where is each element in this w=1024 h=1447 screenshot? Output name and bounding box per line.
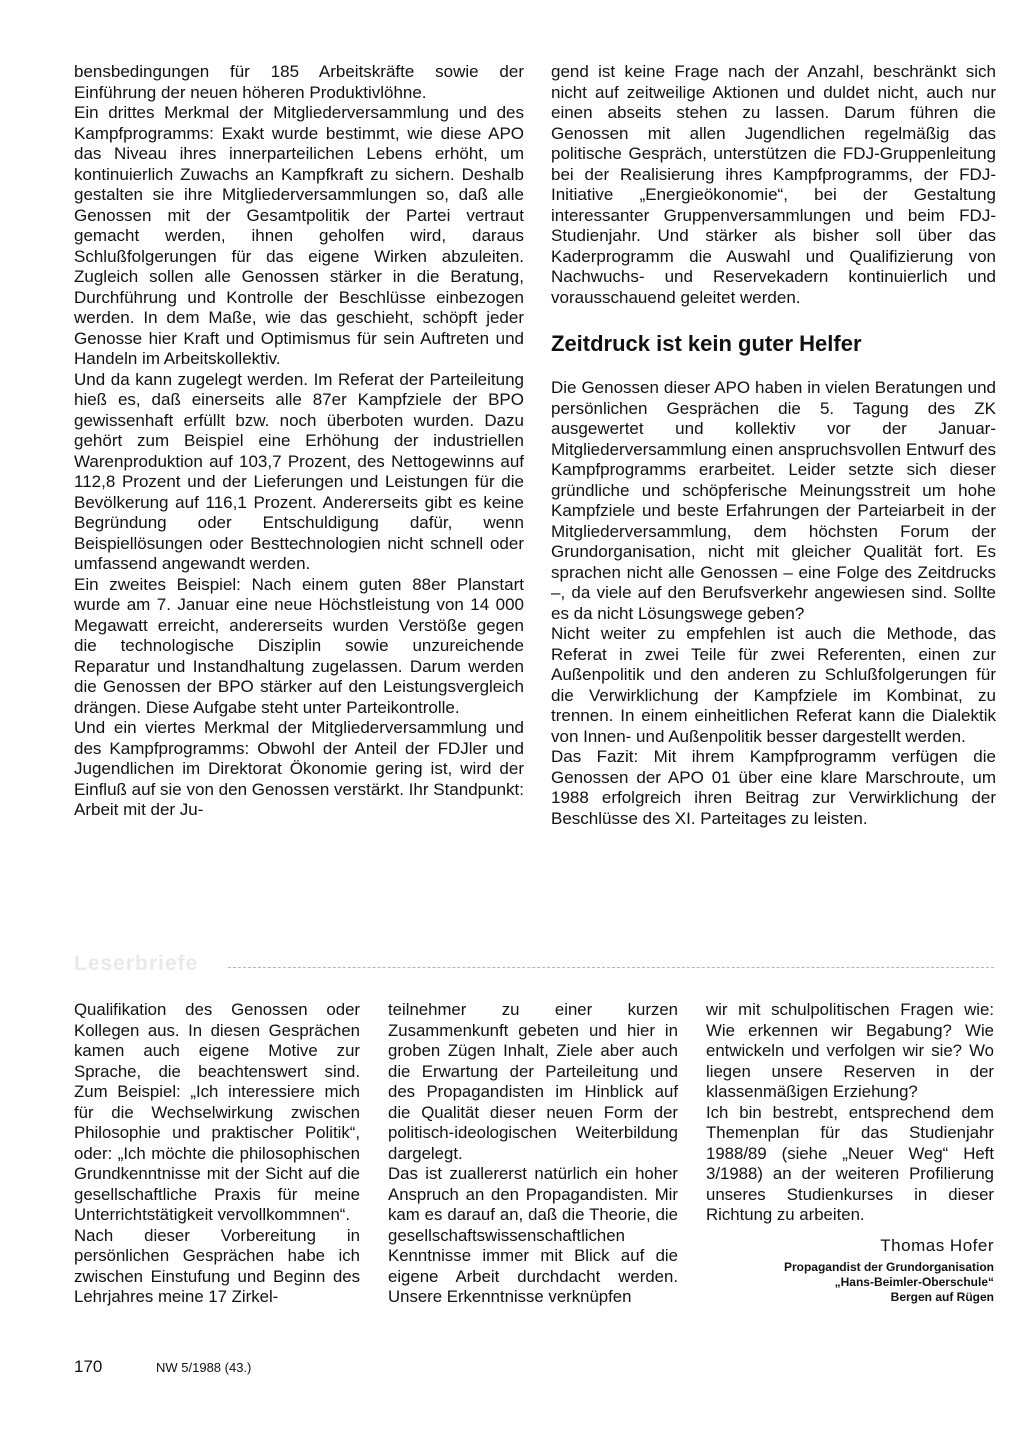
paragraph: Nicht weiter zu empfehlen ist auch die Methode, das Referat in zwei Teile für zwei Referenten, einen zur Außenpolitik und den anderen zu Schlußfolgerungen für die Verwirklichung der Kampfziele im Kombinat, zu trennen. In einem einheitlichen Referat kann die Dialektik von Innen- und Außenpolitik besser dargestellt werden. bbox=[551, 624, 996, 746]
section-heading: Zeitdruck ist kein guter Helfer bbox=[551, 331, 862, 356]
paragraph: Das ist zuallererst natürlich ein hoher Anspruch an den Propagandisten. Mir kam es darauf an, daß die Theorie, die gesellschaftswissenschaftlichen Kenntnisse immer mit Blick auf die eigene Arbeit durchdacht werden. Unsere Erkenntnisse verknüpfen bbox=[388, 1164, 678, 1306]
paragraph: wir mit schulpolitischen Fragen wie: Wie erkennen wir Begabung? Wie entwickeln und verfolgen wir sie? Wo liegen unsere Reserven in der klassenmäßigen Erziehung? bbox=[706, 1000, 994, 1101]
paragraph: Qualifikation des Genossen oder Kollegen aus. In diesen Gesprächen kamen auch eigene Motive zur Sprache, die beachtenswert sind. Zum Beispiel: „Ich interessiere mich für die Wechselwirkung zwischen Philosophie und praktischer Politik“, oder: „Ich möchte die philosophischen Grundkenntnisse mit der Sicht auf die gesellschaftliche Praxis für meine Unterrichtstätigkeit vervollkommnen“. bbox=[74, 1000, 360, 1224]
letter-column-3 bbox=[706, 1000, 994, 1305]
paragraph: Und ein viertes Merkmal der Mitgliederversammlung und des Kampfprogramms: Obwohl der Anteil der FDJler und Jugendlichen im Direktorat Ökonomie gering ist, wird der Einfluß auf sie von den Genossen verstärkt. Ihr Standpunkt: Arbeit mit der Ju- bbox=[74, 718, 524, 819]
paragraph: teilnehmer zu einer kurzen Zusammenkunft gebeten und hier in groben Zügen Inhalt, Ziele aber auch die Erwartung der Parteileitung und des Propagandisten im Hinblick auf die Qualität dieser neuen Form der politisch-ideologischen Weiterbildung dargelegt. bbox=[388, 1000, 678, 1163]
letter-column-1 bbox=[74, 1000, 360, 1308]
author-role: Propagandist der Grundorganisation bbox=[783, 1260, 994, 1274]
paragraph: Die Genossen dieser APO haben in vielen Beratungen und persönlichen Gesprächen die 5. Tagung des ZK ausgewertet und kollektiv vor der Januar-Mitgliederversammlung einen anspruchsvollen Entwurf des Kampfprogramms erarbeitet. Leider setzte sich dieser gründliche und schöpferische Meinungsstreit um hohe Kampfziele und beste Erfahrungen der Parteiarbeit in der Mitgliederversammlung, dem höchsten Forum der Grundorganisation, nicht mit gleicher Qualität fort. Es sprachen nicht alle Genossen – eine Folge des Zeitdrucks –, da viele auf den Berufsverkehr angewiesen sind. Sollte es da nicht Lösungswege geben? bbox=[551, 378, 996, 623]
author-school: „Hans-Beimler-Oberschule“ bbox=[834, 1275, 994, 1289]
issue-label: NW 5/1988 (43.) bbox=[156, 1360, 252, 1375]
paragraph: Nach dieser Vorbereitung in persönlichen Gesprächen habe ich zwischen Einstufung und Beginn des Lehrjahres meine 17 Zirkel- bbox=[74, 1225, 360, 1306]
section-divider bbox=[228, 967, 994, 968]
page-number: 170 bbox=[74, 1357, 103, 1376]
article-column-right bbox=[551, 62, 996, 829]
author-name: Thomas Hofer bbox=[880, 1235, 994, 1255]
signature-block bbox=[706, 1236, 994, 1306]
paragraph: Ich bin bestrebt, entsprechend dem Themenplan für das Studienjahr 1988/89 (siehe „Neuer Weg“ Heft 3/1988) an der weiteren Profilierung unseres Studienkurses in dieser Richtung zu arbeiten. bbox=[706, 1102, 994, 1224]
paragraph: Ein zweites Beispiel: Nach einem guten 88er Planstart wurde am 7. Januar eine neue Höchstleistung von 14 000 Megawatt erreicht, andererseits wurden Verstöße gegen die technologische Disziplin sowie unzureichende Reparatur und Instandhaltung zugelassen. Darum werden die Genossen der BPO stärker auf den Leistungsvergleich drängen. Diese Aufgabe steht unter Parteikontrolle. bbox=[74, 574, 524, 717]
author-location: Bergen auf Rügen bbox=[890, 1290, 994, 1304]
paragraph: gend ist keine Frage nach der Anzahl, beschränkt sich nicht auf zeitweilige Aktionen und duldet nicht, auch nur einen abseits stehen zu lassen. Darum führen die Genossen mit allen Jugendlichen regelmäßig das politische Gespräch, unterstützen die FDJ-Gruppenleitung bei der Realisierung ihres Kampfprogramms, der FDJ-Initiative „Energieökonomie“, bei der Gestaltung interessanter Gruppenversammlungen und beim FDJ-Studienjahr. Und stärker als bisher soll über das Kaderprogramm die Auswahl und Qualifizierung von Nachwuchs- und Reservekadern kontinuierlich und vorausschauend geleitet werden. bbox=[551, 62, 996, 307]
paragraph: Ein drittes Merkmal der Mitgliederversammlung und des Kampfprogramms: Exakt wurde bestimmt, wie diese APO das Niveau ihres innerparteilichen Lebens erhöht, um kontinuierlich Zuwachs an Kampfkraft zu sichern. Deshalb gestalten sie ihre Mitgliederversammlungen so, daß alle Genossen mit der Gesamtpolitik der Partei vertraut gemacht werden, ihnen geholfen wird, daraus Schlußfolgerungen für das eigene Wirken abzuleiten. Zugleich sollen alle Genossen stärker in die Beratung, Durchführung und Kontrolle der Beschlüsse einbezogen werden. In dem Maße, wie das geschieht, schöpft jeder Genosse hier Kraft und Optimismus für sein Auftreten und Handeln im Arbeitskollektiv. bbox=[74, 103, 524, 368]
paragraph: Und da kann zugelegt werden. Im Referat der Parteileitung hieß es, daß einerseits alle 87er Kampfziele der BPO gewissenhaft erfüllt bzw. noch überboten wurden. Dazu gehört zum Beispiel eine Erhöhung der industriellen Warenproduktion auf 103,7 Prozent, des Nettogewinns auf 112,8 Prozent und der Lieferungen und Leistungen für die Bevölkerung auf 116,1 Prozent. Andererseits gibt es keine Begründung oder Entschuldigung dafür, wenn Beispiellösungen oder Besttechnologien nicht schnell oder umfassend angewandt werden. bbox=[74, 369, 524, 573]
section-label: Leserbriefe bbox=[74, 952, 199, 975]
paragraph: Das Fazit: Mit ihrem Kampfprogramm verfügen die Genossen der APO 01 über eine klare Marschroute, um 1988 erfolgreich ihren Beitrag zur Verwirklichung der Beschlüsse des XI. Parteitages zu leisten. bbox=[551, 747, 996, 828]
paragraph: bensbedingungen für 185 Arbeitskräfte sowie der Einführung der neuen höheren Produktivlöhne. bbox=[74, 62, 524, 102]
article-column-left bbox=[74, 62, 524, 821]
letter-column-2 bbox=[388, 1000, 678, 1308]
